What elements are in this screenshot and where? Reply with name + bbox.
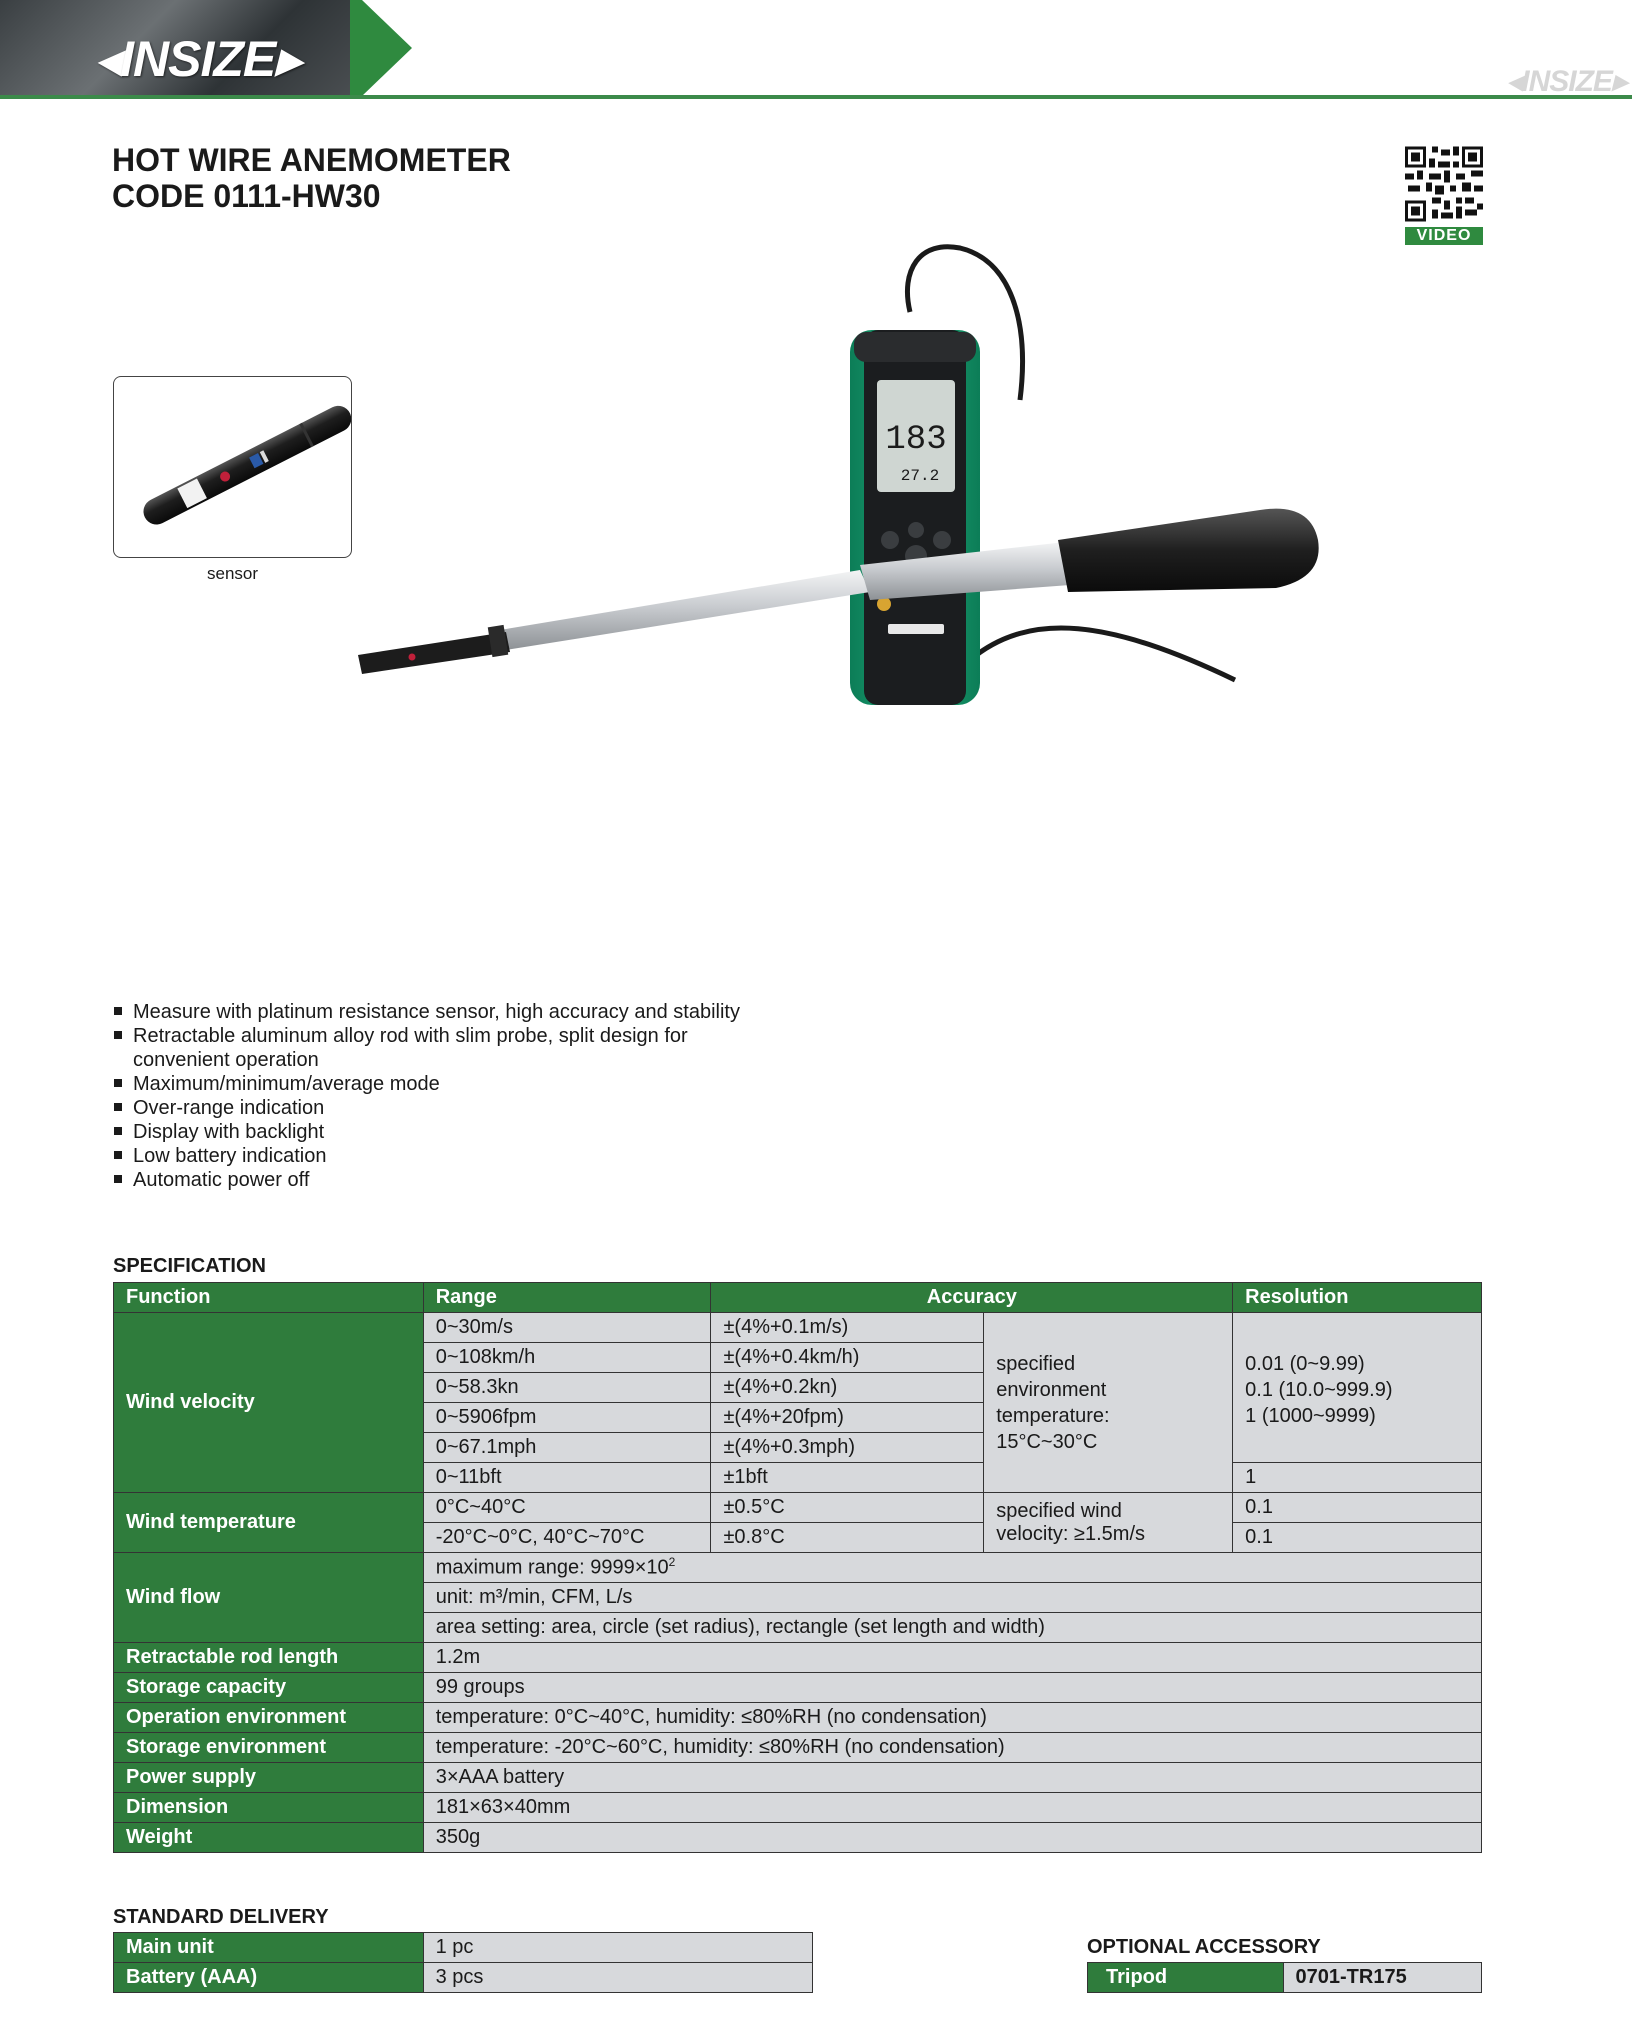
row-label: Storage capacity: [114, 1673, 424, 1703]
table-row: [114, 1643, 1482, 1673]
display-temperature: 27.2: [900, 467, 940, 485]
feature-item: Maximum/minimum/average mode: [112, 1072, 740, 1096]
logo-arrow-left-icon: ◂: [96, 31, 121, 87]
table-row: [1088, 1963, 1482, 1993]
qr-code-icon: [1405, 146, 1483, 222]
header-accuracy: Accuracy: [711, 1283, 1233, 1313]
spec-header-row: [114, 1283, 1482, 1313]
delivery-table: [113, 1932, 813, 1993]
row-value: temperature: -20°C~60°C, humidity: ≤80%RH (no condensation): [423, 1733, 1481, 1763]
feature-item: Display with backlight: [112, 1120, 740, 1144]
velocity-condition-cell: [984, 1313, 1233, 1493]
table-row: [114, 1493, 1482, 1523]
row-label-wind-flow: Wind flow: [114, 1553, 424, 1643]
resolution-cell: 1: [1233, 1463, 1482, 1493]
row-label: Operation environment: [114, 1703, 424, 1733]
accessory-table: [1087, 1962, 1482, 1993]
delivery-label: Battery (AAA): [114, 1963, 424, 1993]
delivery-label: Main unit: [114, 1933, 424, 1963]
velocity-condition: specified environment temperature: 15°C~30°C: [996, 1353, 1110, 1453]
row-label: Weight: [114, 1823, 424, 1853]
accuracy-cell: ±(4%+0.1m/s): [711, 1313, 984, 1343]
accessory-code: 0701-TR175: [1283, 1963, 1481, 1993]
row-label: Power supply: [114, 1763, 424, 1793]
display-reading: 183: [885, 421, 947, 459]
header-function: Function: [114, 1283, 424, 1313]
product-title-block: [112, 142, 511, 214]
row-value: 3×AAA battery: [423, 1763, 1481, 1793]
product-title: HOT WIRE ANEMOMETER: [112, 142, 511, 178]
range-cell: 0~108km/h: [423, 1343, 711, 1373]
range-cell: 0~30m/s: [423, 1313, 711, 1343]
resolution-cell: 0.1: [1233, 1493, 1482, 1523]
wind-flow-range-cell: [423, 1553, 1481, 1583]
table-row: [114, 1933, 813, 1963]
spec-heading: SPECIFICATION: [113, 1255, 266, 1277]
accuracy-cell: ±1bft: [711, 1463, 984, 1493]
feature-item: Retractable aluminum alloy rod with slim probe, split design for: [112, 1024, 740, 1048]
temperature-condition-cell: [984, 1493, 1233, 1553]
table-row: [114, 1823, 1482, 1853]
row-label: Dimension: [114, 1793, 424, 1823]
feature-item: Low battery indication: [112, 1144, 740, 1168]
velocity-resolution-cell: [1233, 1313, 1482, 1463]
delivery-value: 3 pcs: [423, 1963, 812, 1993]
temperature-condition: specified wind velocity: ≥1.5m/s: [996, 1499, 1146, 1545]
brand-logo: [96, 30, 299, 88]
accuracy-cell: ±(4%+0.2kn): [711, 1373, 984, 1403]
wind-flow-unit: unit: m³/min, CFM, L/s: [423, 1583, 1481, 1613]
anemometer-product-image: [330, 240, 1340, 880]
sensor-detail-image: [113, 376, 352, 558]
resolution-line: 1 (1000~9999): [1245, 1405, 1376, 1427]
banner-rule: [0, 95, 1632, 99]
row-value: 181×63×40mm: [423, 1793, 1481, 1823]
table-row: [114, 1733, 1482, 1763]
feature-item: Measure with platinum resistance sensor, high accuracy and stability: [112, 1000, 740, 1024]
row-value: 350g: [423, 1823, 1481, 1853]
spec-table: [113, 1282, 1482, 1853]
accessory-heading: OPTIONAL ACCESSORY: [1087, 1936, 1321, 1958]
brand-logo-small: [1507, 64, 1626, 99]
range-cell: 0~11bft: [423, 1463, 711, 1493]
wind-flow-exponent: 2: [668, 1555, 676, 1570]
row-value: 1.2m: [423, 1643, 1481, 1673]
row-value: temperature: 0°C~40°C, humidity: ≤80%RH (no condensation): [423, 1703, 1481, 1733]
sensor-caption: sensor: [206, 564, 259, 583]
table-row: [114, 1673, 1482, 1703]
accuracy-cell: ±(4%+0.4km/h): [711, 1343, 984, 1373]
row-label-wind-temperature: Wind temperature: [114, 1493, 424, 1553]
table-row: [114, 1313, 1482, 1343]
sensor-probe-icon: [114, 377, 352, 558]
brand-logo-text: INSIZE: [120, 31, 276, 87]
row-label-wind-velocity: Wind velocity: [114, 1313, 424, 1493]
logo-small-arrow-right-icon: ▸: [1611, 65, 1626, 98]
brand-logo-small-text: INSIZE: [1521, 65, 1612, 98]
video-qr-code[interactable]: [1405, 146, 1483, 244]
range-cell: -20°C~0°C, 40°C~70°C: [423, 1523, 711, 1553]
table-row: [114, 1553, 1482, 1583]
wind-flow-range: maximum range: 9999×10: [435, 1556, 669, 1579]
resolution-line: 0.01 (0~9.99): [1245, 1353, 1365, 1375]
resolution-cell: 0.1: [1233, 1523, 1482, 1553]
table-row: [114, 1703, 1482, 1733]
feature-item: Over-range indication: [112, 1096, 740, 1120]
logo-small-arrow-left-icon: ◂: [1507, 65, 1522, 98]
delivery-heading: STANDARD DELIVERY: [113, 1906, 329, 1928]
banner-arrow: [350, 0, 412, 96]
table-row: [114, 1963, 813, 1993]
accuracy-cell: ±(4%+0.3mph): [711, 1433, 984, 1463]
resolution-line: 0.1 (10.0~999.9): [1245, 1379, 1393, 1401]
row-value: 99 groups: [423, 1673, 1481, 1703]
accuracy-cell: ±0.8°C: [711, 1523, 984, 1553]
header-banner: [0, 0, 1632, 100]
feature-list: [112, 1000, 740, 1192]
accuracy-cell: ±(4%+20fpm): [711, 1403, 984, 1433]
wind-flow-area: area setting: area, circle (set radius), rectangle (set length and width): [423, 1613, 1481, 1643]
header-range: Range: [423, 1283, 711, 1313]
accessory-label: Tripod: [1088, 1963, 1284, 1993]
logo-arrow-right-icon: ▸: [275, 31, 300, 87]
table-row: [114, 1763, 1482, 1793]
range-cell: 0~5906fpm: [423, 1403, 711, 1433]
row-label: Storage environment: [114, 1733, 424, 1763]
qr-video-label: VIDEO: [1405, 227, 1483, 245]
feature-item-continuation: convenient operation: [133, 1049, 319, 1071]
header-resolution: Resolution: [1233, 1283, 1482, 1313]
row-label: Retractable rod length: [114, 1643, 424, 1673]
delivery-value: 1 pc: [423, 1933, 812, 1963]
table-row: [114, 1793, 1482, 1823]
range-cell: 0~67.1mph: [423, 1433, 711, 1463]
product-code: CODE 0111-HW30: [112, 178, 381, 214]
range-cell: 0°C~40°C: [423, 1493, 711, 1523]
feature-item: Automatic power off: [112, 1168, 740, 1192]
accuracy-cell: ±0.5°C: [711, 1493, 984, 1523]
range-cell: 0~58.3kn: [423, 1373, 711, 1403]
